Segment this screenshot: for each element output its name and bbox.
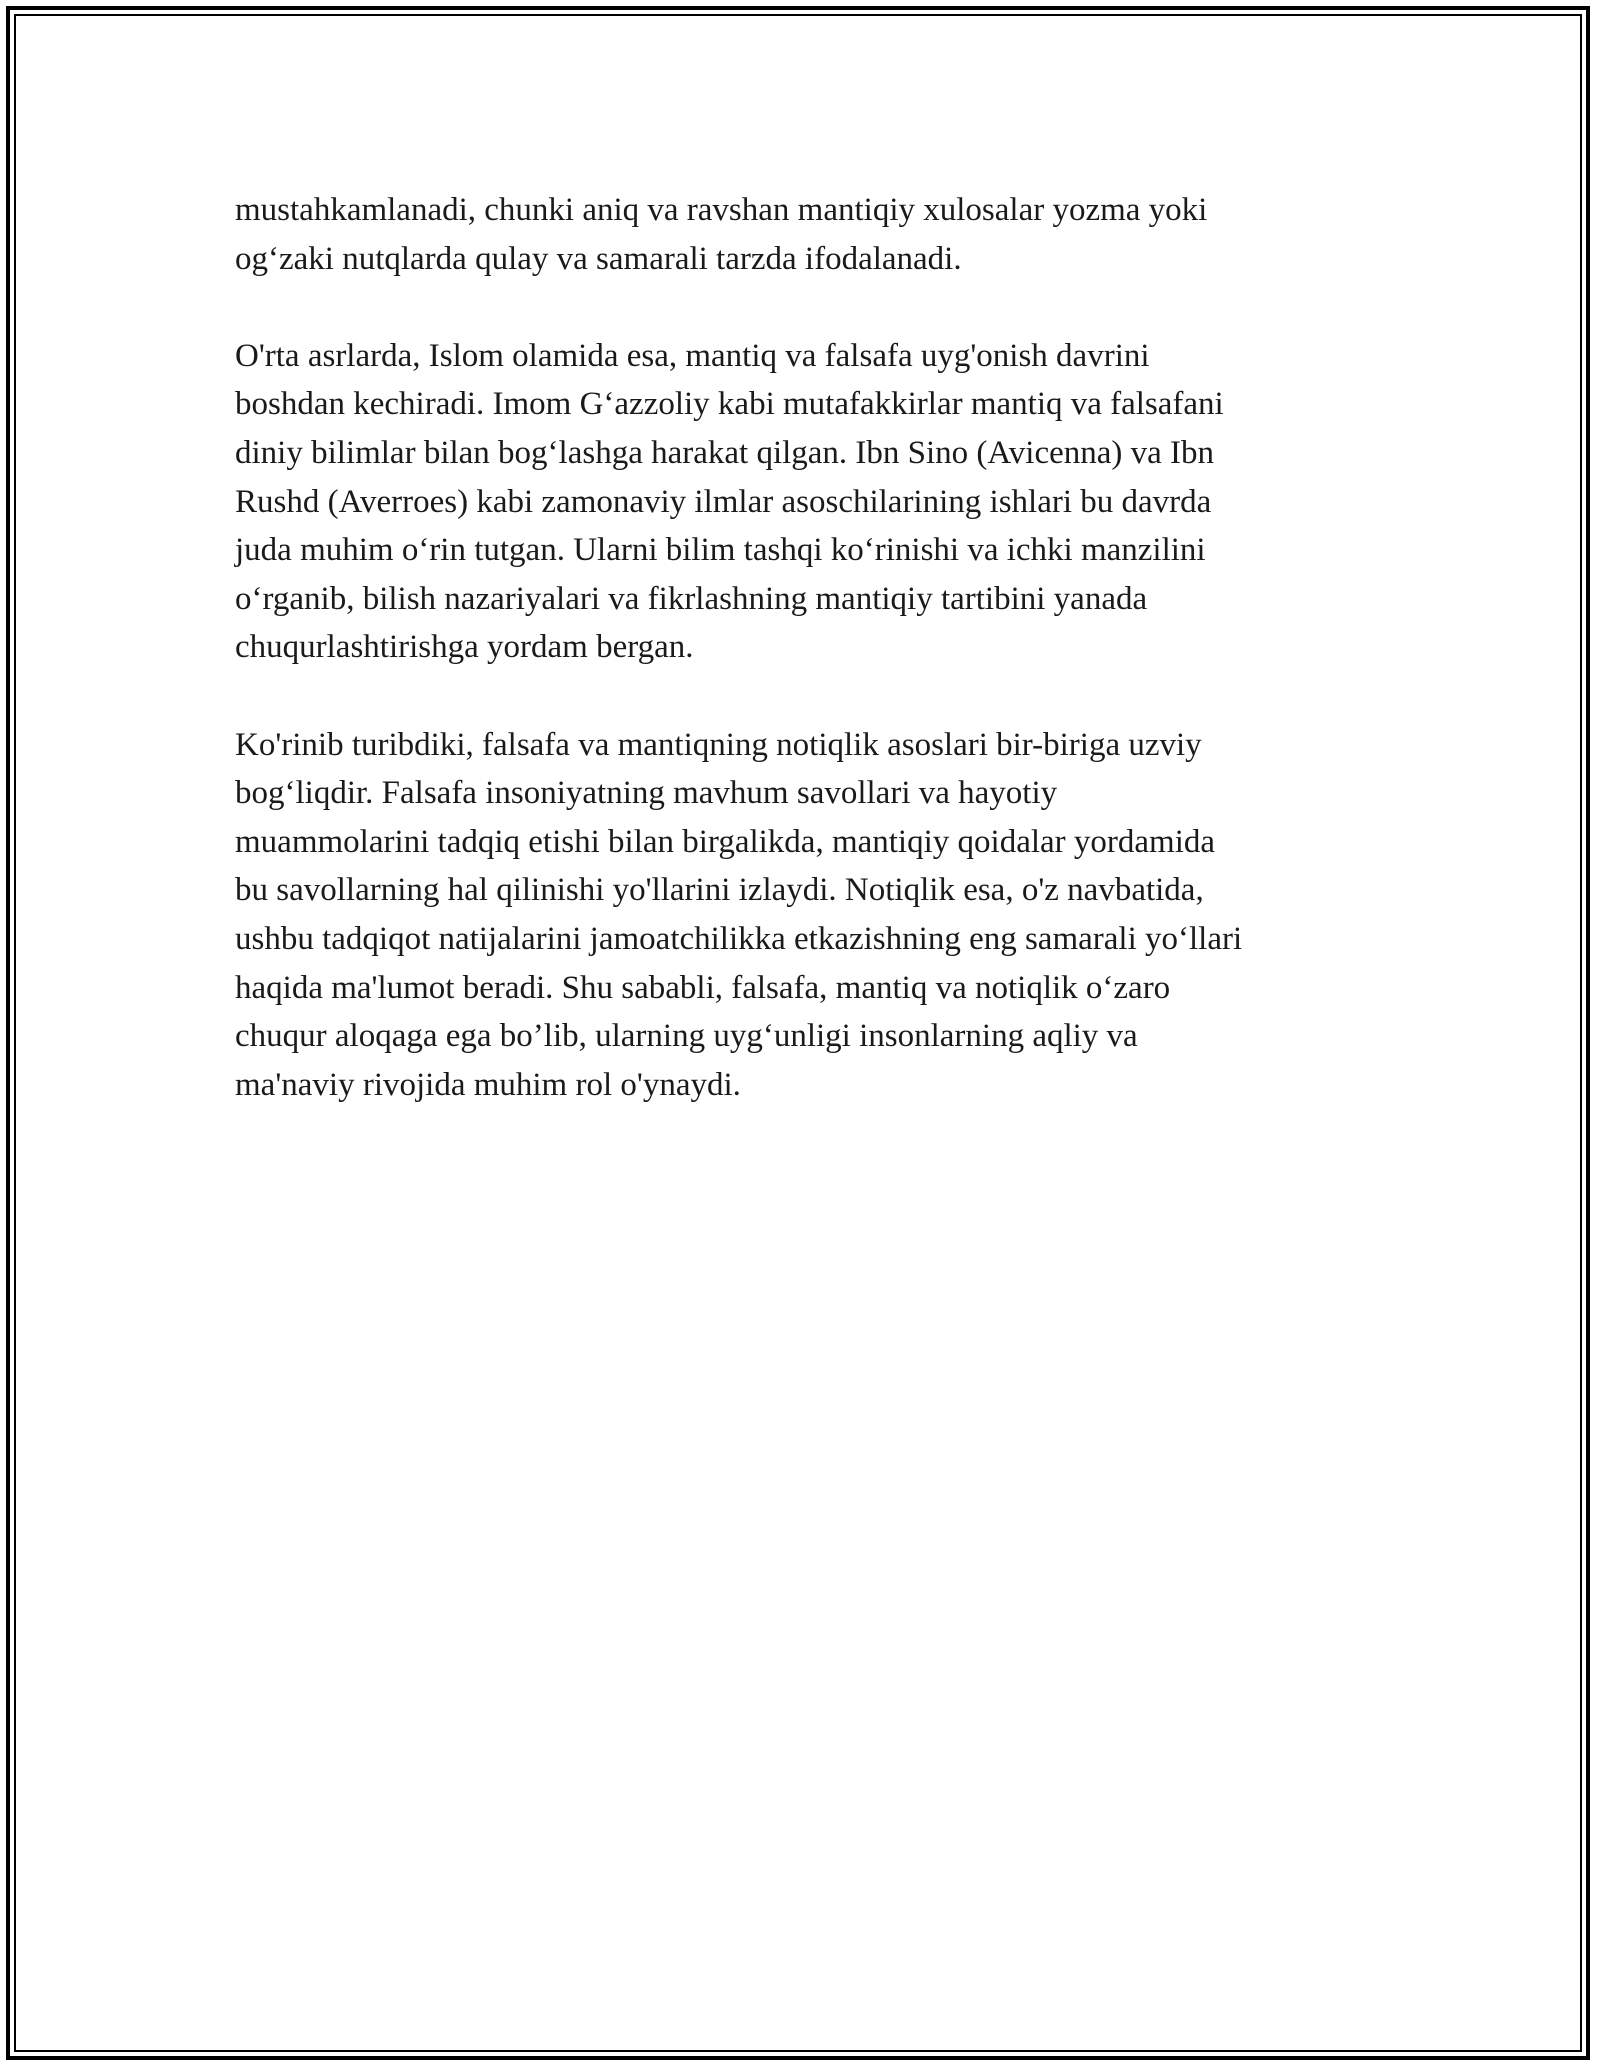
- paragraph-line: diniy bilimlar bilan bog‘lashga harakat qilgan. Ibn Sino (Avicenna) va Ibn: [235, 434, 1215, 471]
- document-body: [235, 186, 1375, 1158]
- paragraph-line: muammolarini tadqiq etishi bilan birgalikda, mantiqiy qoidalar yordamida: [235, 823, 1216, 860]
- paragraph-line: ma'naviy rivojida muhim rol o'ynaydi.: [235, 1066, 741, 1103]
- paragraph-2: [235, 332, 1375, 672]
- paragraph-line: bog‘liqdir. Falsafa insoniyatning mavhum savollari va hayotiy: [235, 775, 1058, 812]
- paragraph-line: boshdan kechiradi. Imom G‘azzoliy kabi mutafakkirlar mantiq va falsafani: [235, 386, 1224, 423]
- paragraph-line: juda muhim o‘rin tutgan. Ularni bilim tashqi ko‘rinishi va ichki manzilini: [235, 532, 1206, 569]
- paragraph-line: O'rta asrlarda, Islom olamida esa, mantiq va falsafa uyg'onish davrini: [235, 337, 1150, 374]
- paragraph-line: chuqurlashtirishga yordam bergan.: [235, 629, 694, 666]
- paragraph-line: o‘rganib, bilish nazariyalari va fikrlashning mantiqiy tartibini yanada: [235, 580, 1148, 617]
- paragraph-line: Ko'rinib turibdiki, falsafa va mantiqning notiqlik asoslari bir-biriga uzviy: [235, 726, 1202, 763]
- paragraph-line: bu savollarning hal qilinishi yo'llarini izlaydi. Notiqlik esa, o'z navbatida,: [235, 872, 1204, 909]
- paragraph-line: og‘zaki nutqlarda qulay va samarali tarzda ifodalanadi.: [235, 240, 962, 277]
- paragraph-3: [235, 721, 1375, 1110]
- paragraph-line: haqida ma'lumot beradi. Shu sababli, falsafa, mantiq va notiqlik o‘zaro: [235, 969, 1171, 1006]
- paragraph-line: mustahkamlanadi, chunki aniq va ravshan mantiqiy xulosalar yozma yoki: [235, 192, 1208, 228]
- paragraph-line: ushbu tadqiqot natijalarini jamoatchilikka etkazishning eng samarali yo‘llari: [235, 920, 1243, 957]
- paragraph-1: [235, 186, 1375, 283]
- paragraph-line: chuqur aloqaga ega bo’lib, ularning uyg‘unligi insonlarning aqliy va: [235, 1018, 1138, 1055]
- paragraph-line: Rushd (Averroes) kabi zamonaviy ilmlar asoschilarining ishlari bu davrda: [235, 483, 1212, 520]
